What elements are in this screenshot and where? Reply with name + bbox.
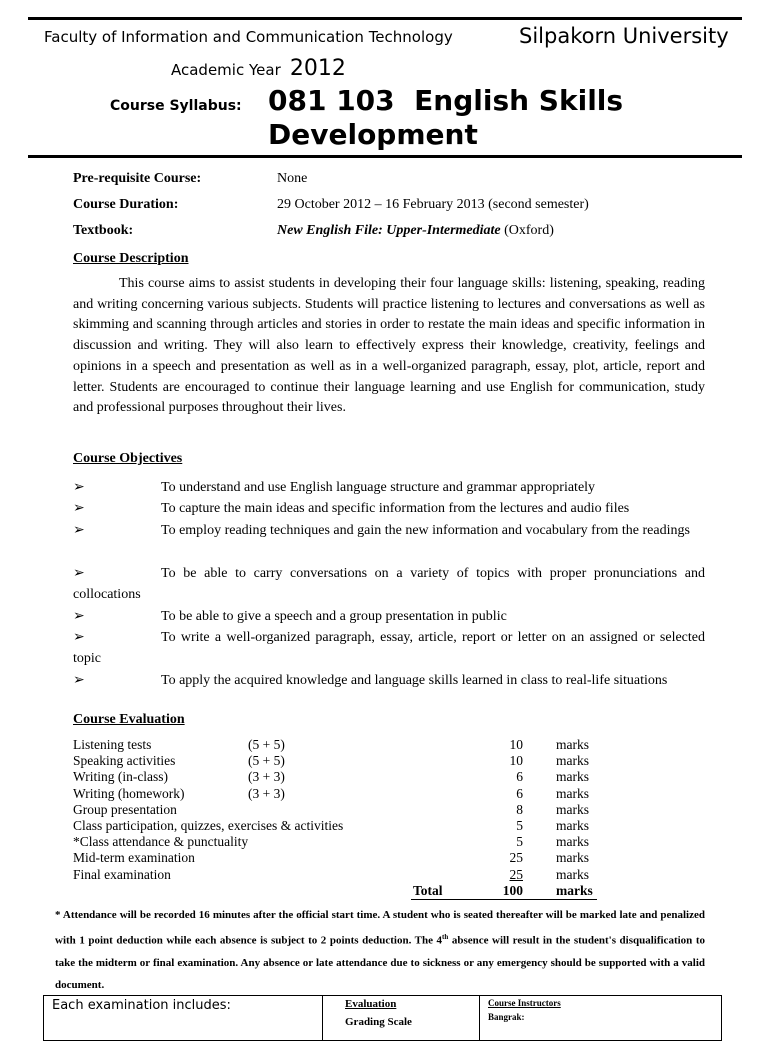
objective-text: To employ reading techniques and gain the new information and vocabulary from the readings: [161, 523, 690, 538]
course-title-line1: English Skills: [414, 84, 624, 117]
objective-item: [73, 499, 705, 520]
objective-item: [73, 521, 705, 542]
textbook-label: Textbook:: [73, 223, 134, 238]
exam-info-row: [44, 996, 722, 1041]
evaluation-item: Listening tests: [73, 737, 152, 752]
evaluation-unit: marks: [556, 834, 589, 850]
duration-value: 29 October 2012 – 16 February 2013 (second semester): [277, 197, 589, 212]
syllabus-label: Course Syllabus:: [110, 98, 242, 114]
evaluation-split: (5 + 5): [248, 753, 285, 769]
academic-year-label: Academic Year: [171, 61, 281, 79]
top-rule: [28, 17, 742, 20]
evaluation-unit: marks: [556, 737, 589, 752]
evaluation-unit: marks: [556, 769, 589, 785]
evaluation-unit: marks: [556, 866, 589, 882]
bullet-arrow-icon: ➢: [73, 566, 85, 581]
attendance-note-sup: th: [442, 933, 449, 942]
evaluation-item: Speaking activities: [73, 753, 176, 769]
university-name: Silpakorn University: [519, 24, 729, 48]
bullet-arrow-icon: ➢: [73, 673, 85, 688]
attendance-note-part2: absence will result in the student's disqualification to take the midterm or final examination. Any absence or late attendance due to sickness or any emergency should be supported with a valid document.: [55, 934, 705, 992]
evaluation-marks: 5: [516, 817, 523, 833]
objective-item: [73, 478, 705, 499]
evaluation-total-row: [73, 883, 603, 899]
evaluation-unit: marks: [556, 850, 589, 866]
grading-scale-label: Grading Scale: [345, 1016, 412, 1028]
bullet-arrow-icon: ➢: [73, 501, 85, 516]
evaluation-cell-label: Evaluation: [345, 998, 397, 1010]
evaluation-split: (5 + 5): [248, 737, 285, 752]
objectives-heading: Course Objectives: [73, 451, 183, 466]
prereq-value: None: [277, 171, 308, 186]
description-heading: Course Description: [73, 251, 189, 266]
evaluation-marks: 5: [516, 834, 523, 850]
attendance-note: [55, 904, 705, 996]
evaluation-item: Group presentation: [73, 801, 177, 817]
evaluation-marks: 8: [516, 801, 523, 817]
course-title-line2: Development: [268, 118, 478, 151]
evaluation-split: (3 + 3): [248, 785, 285, 801]
evaluation-item: *Class attendance & punctuality: [73, 834, 249, 850]
header-rule: [28, 155, 742, 158]
evaluation-row: [73, 867, 603, 883]
course-title: [268, 84, 728, 152]
instructors-label: Course Instructors: [488, 998, 561, 1008]
evaluation-unit: marks: [556, 785, 589, 801]
bangrak-label: Bangrak:: [488, 1012, 525, 1022]
evaluation-row: [73, 802, 603, 818]
evaluation-item: Writing (in-class): [73, 769, 169, 785]
evaluation-row: [73, 786, 603, 802]
evaluation-heading: Course Evaluation: [73, 712, 185, 727]
evaluation-unit: marks: [556, 801, 589, 817]
evaluation-marks: 10: [509, 753, 523, 769]
objective-item: [73, 607, 705, 628]
objective-text: To understand and use English language structure and grammar appropriately: [161, 480, 596, 495]
evaluation-marks: 6: [516, 785, 523, 801]
evaluation-marks: 6: [516, 769, 523, 785]
evaluation-item: Writing (homework): [73, 785, 185, 801]
evaluation-unit: marks: [556, 753, 589, 769]
evaluation-row: [73, 818, 603, 834]
objective-text: To be able to give a speech and a group presentation in public: [161, 609, 507, 624]
evaluation-unit: marks: [556, 817, 589, 833]
academic-year-row: [171, 56, 346, 81]
course-code: 081 103: [268, 84, 395, 117]
evaluation-row: [73, 769, 603, 785]
instructors-cell: [480, 996, 722, 1041]
bullet-arrow-icon: ➢: [73, 523, 85, 538]
total-unit: marks: [556, 882, 593, 898]
bullet-arrow-icon: ➢: [73, 480, 85, 495]
textbook-title: New English File: Upper-Intermediate: [277, 223, 501, 238]
objective-item: [73, 564, 705, 605]
objective-text: To be able to carry conversations on a variety of topics with proper pronunciations and collocations: [73, 566, 705, 602]
evaluation-row: [73, 834, 603, 850]
evaluation-marks: 10: [509, 737, 523, 752]
evaluation-split: (3 + 3): [248, 769, 285, 785]
total-label: Total: [413, 882, 443, 898]
evaluation-marks: 25: [509, 866, 523, 882]
bullet-arrow-icon: ➢: [73, 609, 85, 624]
evaluation-row: [73, 850, 603, 866]
duration-label: Course Duration:: [73, 197, 179, 212]
objective-item: [73, 671, 705, 692]
exam-includes-cell: [44, 996, 323, 1041]
objective-item: [73, 628, 705, 669]
objective-text: To write a well-organized paragraph, essay, article, report or letter on an assigned or selected topic: [73, 630, 705, 666]
total-underline: [411, 899, 597, 900]
bullet-arrow-icon: ➢: [73, 630, 85, 645]
attendance-note-part1: * Attendance will be recorded 16 minutes after the official start time. A student who is seated thereafter will be marked late and penalized with 1 point deduction while each absence is subject to 2 points deduction. The 4: [55, 909, 705, 947]
evaluation-table: [73, 737, 603, 899]
evaluation-row: [73, 753, 603, 769]
evaluation-item: Final examination: [73, 866, 171, 882]
prereq-label: Pre-requisite Course:: [73, 171, 202, 186]
evaluation-cell: [323, 996, 480, 1041]
academic-year-value: 2012: [289, 56, 346, 81]
evaluation-marks: 25: [509, 850, 523, 866]
exam-includes-label: Each examination includes:: [52, 998, 231, 1013]
description-text: This course aims to assist students in developing their four language skills: listening, speaking, reading and writing concerning various subjects. Students will practice listening to lectures and conversations as well as skimming and scanning through articles and stories in order to restate the main ideas and specific information in discussion and writing. They will also learn to effectively express their knowledge, creativity, feelings and opinions in a speech and presentation as well as in a well-organized paragraph, essay, plot, article, report and letter. Students are encouraged to continue their language learning and use English for communication, study and professional purposes throughout their lives.: [73, 276, 705, 416]
textbook-value: [277, 223, 554, 239]
evaluation-row: [73, 737, 603, 753]
exam-info-table: [43, 995, 722, 1041]
objective-text: To capture the main ideas and specific information from the lectures and audio files: [161, 501, 630, 516]
total-value: 100: [502, 882, 523, 898]
faculty-name: Faculty of Information and Communication Technology: [44, 28, 453, 46]
textbook-publisher: (Oxford): [504, 223, 554, 238]
evaluation-item: Class participation, quizzes, exercises & activities: [73, 817, 344, 833]
objective-text: To apply the acquired knowledge and language skills learned in class to real-life situations: [161, 673, 668, 688]
evaluation-item: Mid-term examination: [73, 850, 195, 866]
